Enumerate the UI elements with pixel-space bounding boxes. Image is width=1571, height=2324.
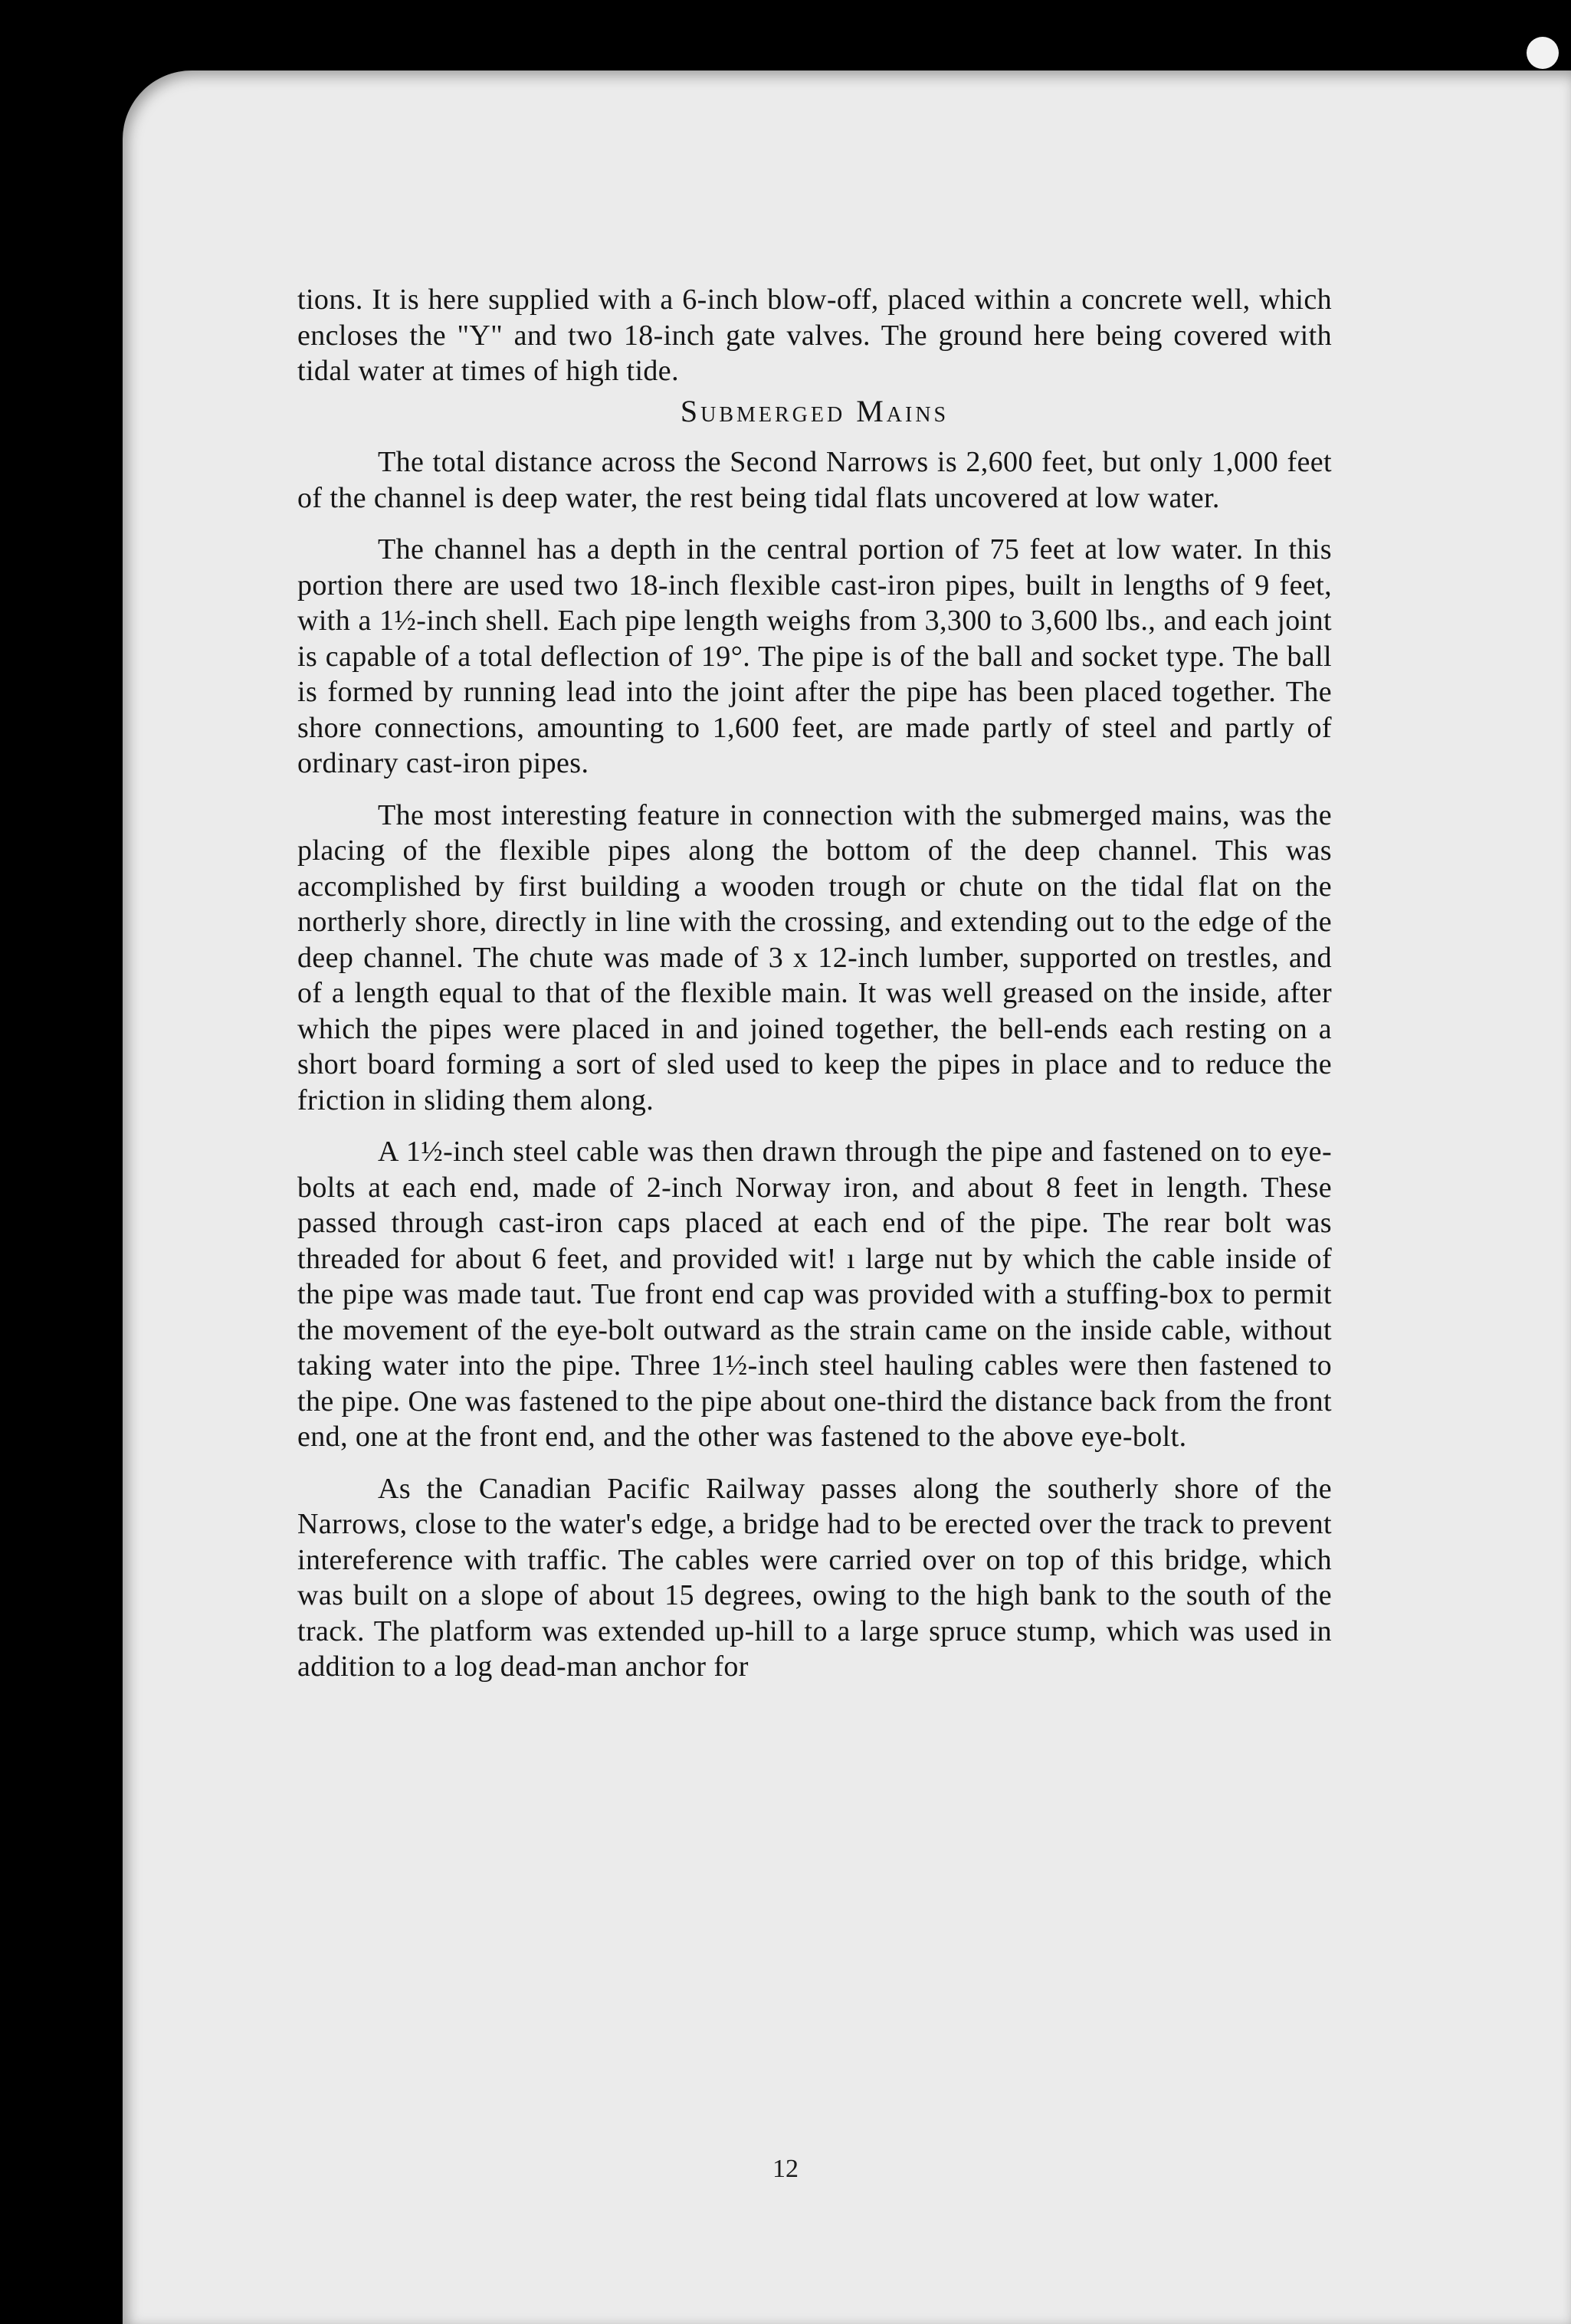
paragraph-railway: As the Canadian Pacific Railway passes along the southerly shore of the Narrows, close to the water's edge, a bridge had to be erected over the track to prevent intereference with traffic. The cables were carried over on top of this bridge, which was built on a slope of about 15 degrees, owing to the high bank to the south of the track. The platform was extended up-hill to a large spruce stump, which was used in addition to a log dead-man anchor for bbox=[297, 1472, 1332, 1683]
paragraph-placing: The most interesting feature in connection with the submerged mains, was the placing of the flexible pipes along the bottom of the deep channel. This was accomplished by first building a wooden trough or chute on the tidal flat on the northerly shore, directly in line with the crossing, and extending out to the edge of the deep channel. The chute was made of 3 x 12-inch lumber, supported on trestles, and of a length equal to that of the flexible main. It was well greased on the inside, after which the pipes were placed in and joined together, the bell-ends each resting on a short board forming a sort of sled used to keep the pipes in place and to reduce the friction in sliding them along. bbox=[297, 798, 1332, 1116]
paragraph-continuation: tions. It is here supplied with a 6-inch blow-off, placed within a concrete well, which encloses the "Y" and two 18-inch gate valves. The ground here being covered with tidal water at times of high tide. bbox=[297, 284, 1332, 387]
paragraph-channel: The channel has a depth in the central portion of 75 feet at low water. In this portion there are used two 18-inch flexible cast-iron pipes, built in lengths of 9 feet, with a 1½-inch shell. Each pipe length weighs from 3,300 to 3,600 lbs., and each joint is capable of a total deflection of 19°. The pipe is of the ball and socket type. The ball is formed by running lead into the joint after the pipe has been placed together. The shore connections, amounting to 1,600 feet, are made partly of steel and partly of ordinary cast-iron pipes. bbox=[297, 533, 1332, 779]
paragraph-cable: A 1½-inch steel cable was then drawn through the pipe and fastened on to eye-bolts at each end, made of 2-inch Norway iron, and about 8 feet in length. These passed through cast-iron caps placed at each end of the pipe. The rear bolt was threaded for about 6 feet, and provided wit! ı large nut by which the cable inside of the pipe was made taut. Tue front end cap was provided with a stuffing-box to permit the movement of the eye-bolt outward as the strain came on the inside cable, without taking water into the pipe. Three 1½-inch steel hauling cables were then fastened to the pipe. One was fastened to the pipe about one-third the distance back from the front end, one at the front end, and the other was fastened to the above eye-bolt. bbox=[297, 1136, 1332, 1453]
punch-hole bbox=[1527, 37, 1559, 69]
page-number: 12 bbox=[772, 2155, 799, 2183]
body-text bbox=[297, 282, 1332, 1685]
paragraph-distance: The total distance across the Second Narrows is 2,600 feet, but only 1,000 feet of the channel is deep water, the rest being tidal flats uncovered at low water. bbox=[297, 446, 1332, 514]
section-heading: Submerged Mains bbox=[680, 393, 949, 428]
